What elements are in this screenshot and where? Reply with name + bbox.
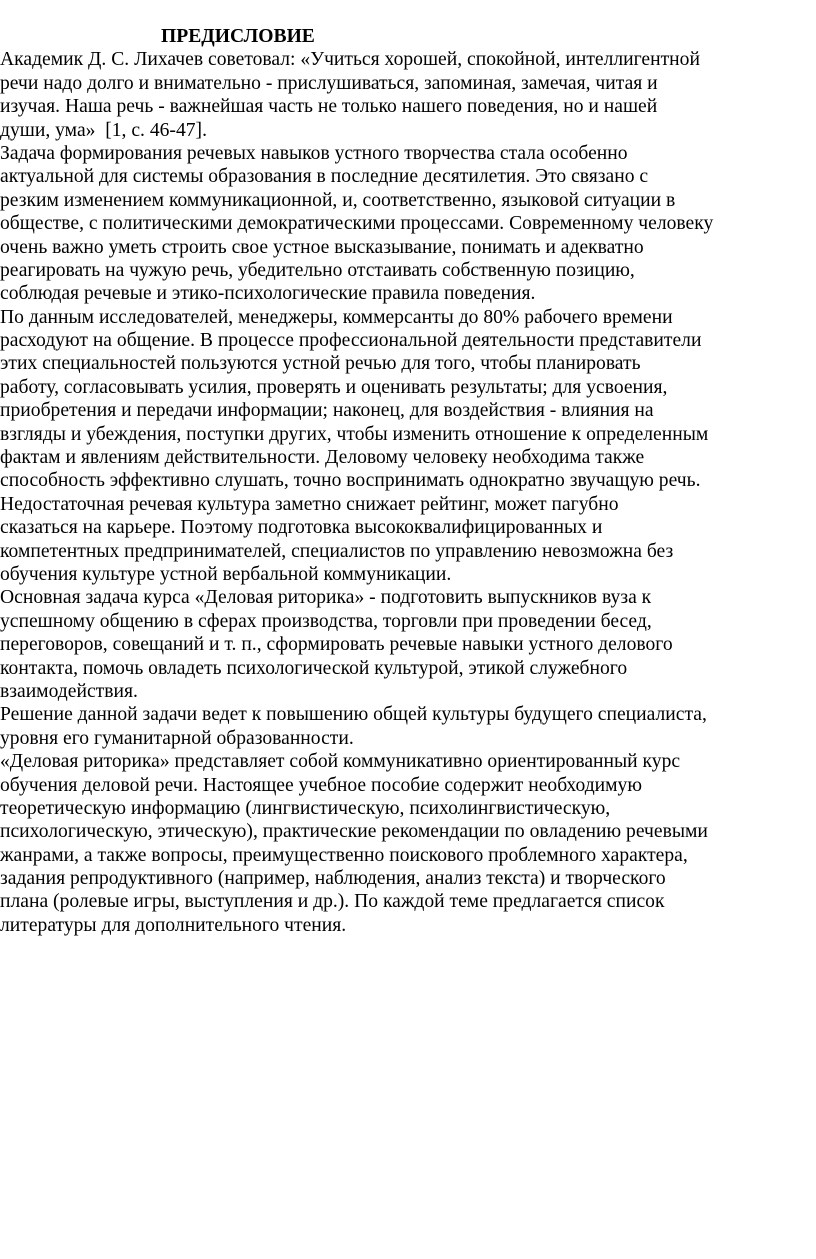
- paragraph: [0, 48, 780, 142]
- text-line: фактам и явлениям действительности. Деловому человеку необходима также: [0, 447, 645, 469]
- text-line: Основная задача курса «Деловая риторика» - подготовить выпускников вуза к: [0, 587, 652, 609]
- paragraph: [0, 306, 780, 587]
- text-line: взаимодействия.: [0, 680, 138, 702]
- text-line: взгляды и убеждения, поступки других, чтобы изменить отношение к определенным: [0, 423, 709, 445]
- paragraph: [0, 586, 780, 703]
- text-line: задания репродуктивного (например, наблюдения, анализ текста) и творческого: [0, 868, 666, 890]
- text-line: контакта, помочь овладеть психологической культурой, этикой служебного: [0, 657, 628, 679]
- text-line: речи надо долго и внимательно - прислушиваться, запоминая, замечая, читая и: [0, 72, 658, 94]
- text-line: этих специальностей пользуются устной речью для того, чтобы планировать: [0, 353, 641, 375]
- text-line: компетентных предпринимателей, специалистов по управлению невозможна без: [0, 540, 674, 562]
- text-line: плана (ролевые игры, выступления и др.). По каждой теме предлагается список: [0, 891, 665, 913]
- text-line: сказаться на карьере. Поэтому подготовка высококвалифицированных и: [0, 517, 603, 539]
- text-line: обществе, с политическими демократическими процессами. Современному человеку: [0, 213, 714, 235]
- text-line: жанрами, а также вопросы, преимущественно поискового проблемного характера,: [0, 844, 688, 866]
- text-line: Решение данной задачи ведет к повышению общей культуры будущего специалиста,: [0, 704, 707, 726]
- text-line: реагировать на чужую речь, убедительно отстаивать собственную позицию,: [0, 259, 635, 281]
- text-line: способность эффективно слушать, точно воспринимать однократно звучащую речь.: [0, 470, 701, 492]
- paragraph: [0, 703, 780, 750]
- text-line: «Деловая риторика» представляет собой коммуникативно ориентированный курс: [0, 751, 681, 773]
- text-line: теоретическую информацию (лингвистическую, психолингвистическую,: [0, 797, 611, 819]
- text-line: По данным исследователей, менеджеры, коммерсанты до 80% рабочего времени: [0, 306, 673, 328]
- text-line: Академик Д. С. Лихачев советовал: «Учиться хорошей, спокойной, интеллигентной: [0, 49, 700, 71]
- paragraph: [0, 142, 780, 306]
- text-line: души, ума» [1, с. 46-47].: [0, 119, 207, 141]
- text-line: обучения культуре устной вербальной коммуникации.: [0, 564, 452, 585]
- text-line: обучения деловой речи. Настоящее учебное пособие содержит необходимую: [0, 774, 642, 796]
- text-line: психологическую, этическую), практические рекомендации по овладению речевыми: [0, 821, 708, 843]
- paragraph: [0, 750, 780, 937]
- text-line: успешному общению в сферах производства, торговли при проведении бесед,: [0, 610, 652, 632]
- document-body: [0, 25, 780, 937]
- document-title: ПРЕДИСЛОВИЕ: [161, 26, 315, 47]
- text-line: соблюдая речевые и этико-психологические правила поведения.: [0, 283, 536, 305]
- paragraph-list: [0, 48, 780, 937]
- text-line: работу, согласовывать усилия, проверять и оценивать результаты; для усвоения,: [0, 376, 668, 398]
- text-line: изучая. Наша речь - важнейшая часть не только нашего поведения, но и нашей: [0, 96, 658, 118]
- text-line: Недостаточная речевая культура заметно снижает рейтинг, может пагубно: [0, 493, 619, 515]
- text-line: литературы для дополнительного чтения.: [0, 914, 347, 936]
- text-line: актуальной для системы образования в последние десятилетия. Это связано с: [0, 166, 649, 188]
- text-line: Задача формирования речевых навыков устного творчества стала особенно: [0, 142, 628, 164]
- text-line: очень важно уметь строить свое устное высказывание, понимать и адекватно: [0, 236, 644, 258]
- text-line: резким изменением коммуникационной, и, соответственно, языковой ситуации в: [0, 189, 676, 211]
- text-line: переговоров, совещаний и т. п., сформировать речевые навыки устного делового: [0, 634, 673, 656]
- text-line: приобретения и передачи информации; наконец, для воздействия - влияния на: [0, 400, 654, 422]
- text-line: расходуют на общение. В процессе профессиональной деятельности представители: [0, 330, 702, 352]
- text-line: уровня его гуманитарной образованности.: [0, 727, 354, 749]
